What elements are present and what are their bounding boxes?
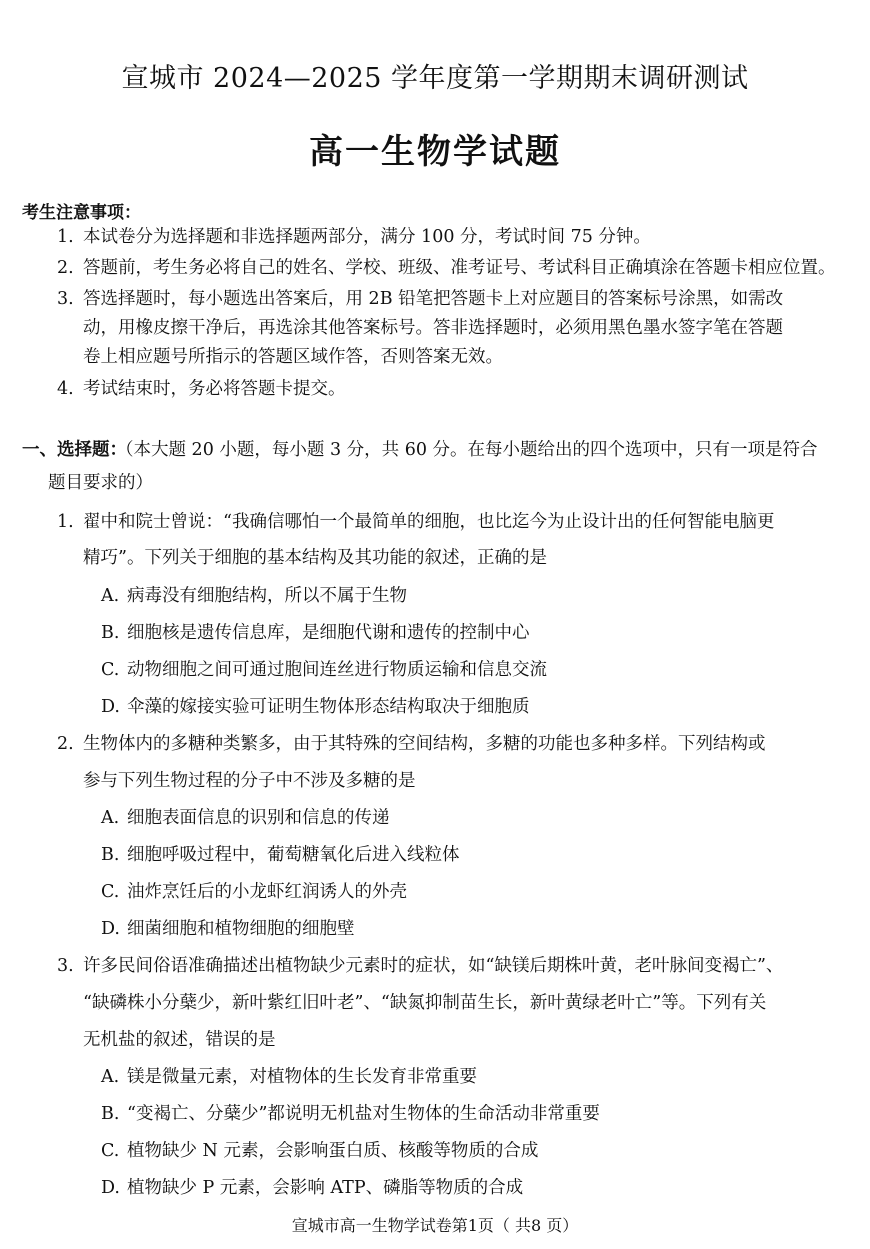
- option-text: 植物缺少 P 元素，会影响 ATP、磷脂等物质的合成: [127, 1178, 524, 1198]
- option-letter: B.: [101, 845, 120, 865]
- option-letter: C.: [101, 882, 120, 902]
- notice-item-num: 4.: [57, 379, 74, 399]
- option-letter: D.: [101, 1178, 120, 1198]
- option-letter: A.: [101, 586, 120, 606]
- question-stem: 许多民间俗语准确描述出植物缺少元素时的症状，如“缺镁后期株叶黄，老叶脉间变褐亡”、: [83, 956, 784, 976]
- option-letter: A.: [101, 808, 120, 828]
- option-letter: C.: [101, 1141, 120, 1161]
- notice-item-text: 考试结束时，务必将答题卡提交。: [83, 379, 346, 399]
- option-letter: B.: [101, 1104, 120, 1124]
- option-text: 镁是微量元素，对植物体的生长发育非常重要: [127, 1067, 477, 1087]
- page-footer: 宣城市高一生物学试卷第1页（ 共8 页）: [291, 1216, 579, 1235]
- option-text: 细胞核是遗传信息库，是细胞代谢和遗传的控制中心: [127, 623, 530, 643]
- option-text: 细胞表面信息的识别和信息的传递: [127, 808, 390, 828]
- notice-item-text: 答题前，考生务必将自己的姓名、学校、班级、准考证号、考试科目正确填涂在答题卡相应位置。: [83, 258, 836, 278]
- question-number: 2.: [57, 734, 74, 754]
- question-stem: 参与下列生物过程的分子中不涉及多糖的是: [83, 771, 416, 791]
- section-desc: 题目要求的）: [48, 473, 153, 493]
- option-text: 动物细胞之间可通过胞间连丝进行物质运输和信息交流: [127, 660, 547, 680]
- notice-item-num: 2.: [57, 258, 74, 278]
- option-text: 植物缺少 N 元素，会影响蛋白质、核酸等物质的合成: [127, 1141, 539, 1161]
- notice-item-text: 本试卷分为选择题和非选择题两部分，满分 100 分，考试时间 75 分钟。: [83, 227, 651, 247]
- question-number: 1.: [57, 512, 74, 532]
- option-letter: A.: [101, 1067, 120, 1087]
- page-title: 高一生物学试题: [309, 132, 561, 172]
- option-text: 油炸烹饪后的小龙虾红润诱人的外壳: [127, 882, 407, 902]
- question-stem: 生物体内的多糖种类繁多，由于其特殊的空间结构，多糖的功能也多种多样。下列结构或: [83, 734, 766, 754]
- question-stem: 无机盐的叙述，错误的是: [83, 1030, 276, 1050]
- notice-item-text: 答选择题时，每小题选出答案后，用 2B 铅笔把答题卡上对应题目的答案标号涂黑，如需改: [83, 289, 784, 309]
- option-letter: C.: [101, 660, 120, 680]
- question-stem: “缺磷株小分蘖少，新叶紫红旧叶老”、“缺氮抑制苗生长，新叶黄绿老叶亡”等。下列有关: [83, 993, 767, 1013]
- option-letter: B.: [101, 623, 120, 643]
- option-text: 伞藻的嫁接实验可证明生物体形态结构取决于细胞质: [127, 697, 530, 717]
- option-letter: D.: [101, 697, 120, 717]
- notice-item-text: 卷上相应题号所指示的答题区域作答，否则答案无效。: [83, 347, 503, 367]
- notice-item-num: 3.: [57, 289, 74, 309]
- option-text: 细菌细胞和植物细胞的细胞壁: [127, 919, 355, 939]
- exam-school-line: 宣城市 2024—2025 学年度第一学期期末调研测试: [121, 63, 749, 94]
- notice-item-num: 1.: [57, 227, 74, 247]
- section-label: 一、选择题：: [22, 440, 127, 460]
- option-text: “变褐亡、分蘖少”都说明无机盐对生物体的生命活动非常重要: [127, 1104, 600, 1124]
- question-stem: 精巧”。下列关于细胞的基本结构及其功能的叙述，正确的是: [83, 548, 547, 568]
- section-desc: （本大题 20 小题，每小题 3 分，共 60 分。在每小题给出的四个选项中，只有一项是符合: [116, 440, 818, 460]
- option-letter: D.: [101, 919, 120, 939]
- option-text: 细胞呼吸过程中，葡萄糖氧化后进入线粒体: [127, 845, 460, 865]
- question-stem: 翟中和院士曾说：“我确信哪怕一个最简单的细胞，也比迄今为止设计出的任何智能电脑更: [83, 512, 775, 532]
- notice-title: 考生注意事项：: [22, 203, 141, 223]
- option-text: 病毒没有细胞结构，所以不属于生物: [127, 586, 407, 606]
- question-number: 3.: [57, 956, 74, 976]
- notice-item-text: 动，用橡皮擦干净后，再选涂其他答案标号。答非选择题时，必须用黑色墨水签字笔在答题: [83, 318, 783, 338]
